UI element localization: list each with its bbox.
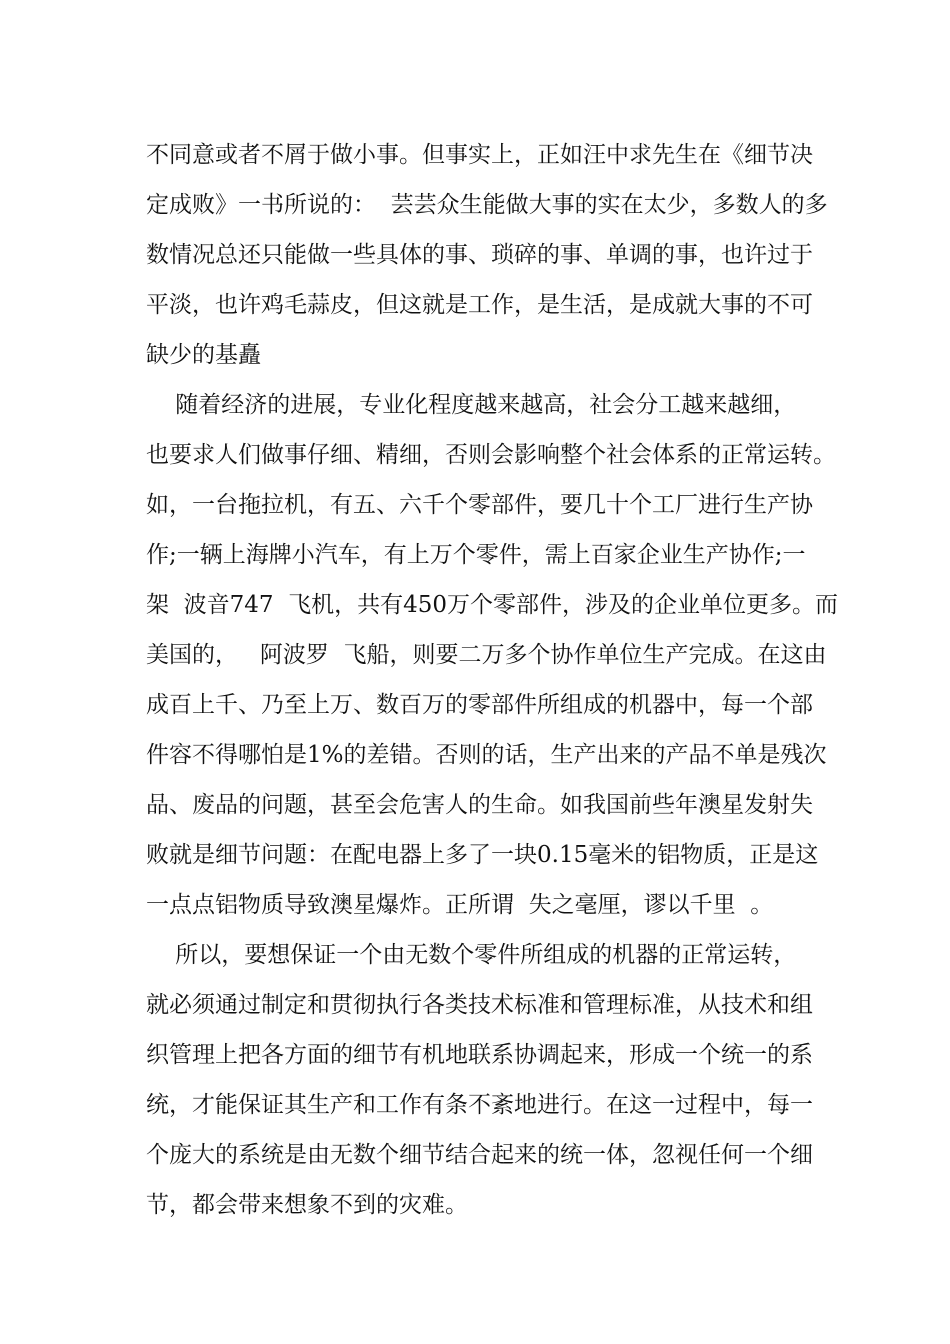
text-line: 如，一台拖拉机，有五、六千个零部件，要几十个工厂进行生产协 <box>146 492 813 518</box>
text-line: 统，才能保证其生产和工作有条不紊地进行。在这一过程中，每一 <box>146 1092 813 1118</box>
text-line: 品、废品的问题，甚至会危害人的生命。如我国前些年澳星发射失 <box>146 792 813 818</box>
text-line: 就必须通过制定和贯彻执行各类技术标准和管理标准，从技术和组 <box>146 992 813 1018</box>
text-line: 一点点铝物质导致澳星爆炸。正所谓 失之毫厘，谬以千里 。 <box>146 892 774 918</box>
text-line: 作;一辆上海牌小汽车，有上万个零件，需上百家企业生产协作;一 <box>146 542 806 568</box>
text-line: 随着经济的进展，专业化程度越来越高，社会分工越来越细， <box>146 392 797 418</box>
text-line: 节，都会带来想象不到的灾难。 <box>146 1192 468 1218</box>
text-line: 不同意或者不屑于做小事。但事实上，正如汪中求先生在《细节决 <box>146 142 813 168</box>
text-line: 平淡，也许鸡毛蒜皮，但这就是工作，是生活，是成就大事的不可 <box>146 292 813 318</box>
text-line: 缺少的基矗 <box>146 342 261 368</box>
text-line: 织管理上把各方面的细节有机地联系协调起来，形成一个统一的系 <box>146 1042 813 1068</box>
text-line: 架 波音747 飞机，共有450万个零部件，涉及的企业单位更多。而 <box>146 592 839 618</box>
text-line: 数情况总还只能做一些具体的事、琐碎的事、单调的事，也许过于 <box>146 242 813 268</box>
text-line: 所以，要想保证一个由无数个零件所组成的机器的正常运转， <box>146 942 797 968</box>
text-line: 个庞大的系统是由无数个细节结合起来的统一体，忽视任何一个细 <box>146 1142 813 1168</box>
text-line: 也要求人们做事仔细、精细，否则会影响整个社会体系的正常运转。 <box>146 442 836 468</box>
text-line: 美国的， 阿波罗 飞船，则要二万多个协作单位生产完成。在这由 <box>146 642 827 668</box>
text-line: 件容不得哪怕是1%的差错。否则的话，生产出来的产品不单是残次 <box>146 742 827 768</box>
body-text <box>146 130 839 1230</box>
text-line: 成百上千、乃至上万、数百万的零部件所组成的机器中，每一个部 <box>146 692 813 718</box>
text-line: 败就是细节问题：在配电器上多了一块0.15毫米的铝物质，正是这 <box>146 842 819 868</box>
text-line: 定成败》一书所说的： 芸芸众生能做大事的实在太少，多数人的多 <box>146 192 828 218</box>
